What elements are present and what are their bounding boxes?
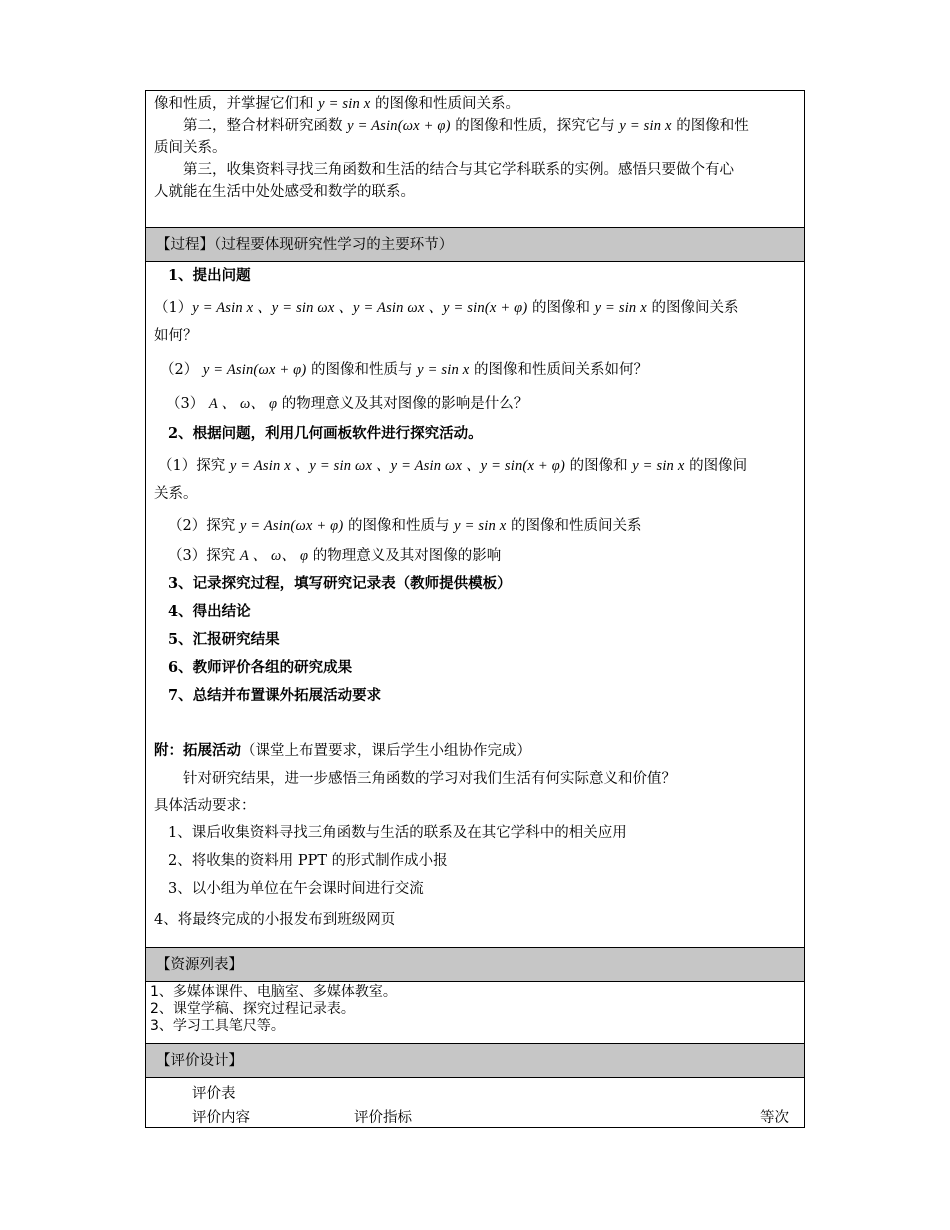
question-1 bbox=[154, 294, 798, 322]
step-4: 4、得出结论 bbox=[168, 603, 251, 620]
math-formula: y = sin x bbox=[594, 300, 647, 316]
goals-line-5 bbox=[154, 181, 798, 203]
math-formula: y = sin x bbox=[632, 458, 685, 474]
evaluation-header bbox=[145, 1043, 805, 1077]
text: 的图像和性质间关系 bbox=[506, 518, 642, 534]
explore-2 bbox=[154, 512, 798, 540]
requirement-1: 1、课后收集资料寻找三角函数与生活的联系及在其它学科中的相关应用 bbox=[168, 825, 627, 841]
goals-line-2 bbox=[154, 115, 798, 137]
resources-header bbox=[145, 947, 805, 981]
text: 的物理意义及其对图像的影响是什么？ bbox=[277, 396, 529, 412]
math-formula: y = Asin(ωx + φ) bbox=[202, 362, 307, 378]
section-title: 【资源列表】 bbox=[156, 957, 243, 973]
math-formula: y = Asin x 、y = sin ωx 、y = Asin ωx 、y = sin(x + φ) bbox=[229, 458, 565, 474]
goals-line-3 bbox=[154, 137, 798, 159]
text: 人就能在生活中处处感受和数学的联系。 bbox=[154, 184, 415, 200]
question-2 bbox=[154, 356, 798, 384]
requirement-2: 2、将收集的资料用 PPT 的形式制作成小报 bbox=[168, 853, 448, 869]
text: 第三，收集资料寻找三角函数和生活的结合与其它学科联系的实例。感悟只要做个有心 bbox=[154, 162, 734, 178]
goals-line-1 bbox=[154, 93, 798, 115]
text: （1） bbox=[154, 300, 193, 316]
resource-item: 3、学习工具笔尺等。 bbox=[150, 1018, 285, 1034]
evaluation-table-title: 评价表 bbox=[192, 1086, 236, 1102]
step-7: 7、总结并布置课外拓展活动要求 bbox=[168, 687, 382, 704]
step-3: 3、记录探究过程，填写研究记录表（教师提供模板） bbox=[168, 575, 512, 592]
explore-3 bbox=[154, 542, 798, 570]
goals-section bbox=[145, 90, 805, 227]
text: （2） bbox=[160, 362, 203, 378]
step-2-title: 2、根据问题，利用几何画板软件进行探究活动。 bbox=[168, 425, 483, 442]
question-3 bbox=[154, 390, 798, 418]
requirements-title: 具体活动要求： bbox=[154, 798, 256, 814]
text: 的图像和性质间关系。 bbox=[370, 96, 520, 112]
math-formula: y = Asin x 、y = sin ωx 、y = Asin ωx 、y = sin(x + φ) bbox=[192, 300, 528, 316]
evaluation-col-criteria: 评价指标 bbox=[354, 1110, 412, 1126]
step-1-title: 1、提出问题 bbox=[168, 267, 251, 284]
text: （3）探究 bbox=[168, 548, 240, 564]
lesson-plan-table bbox=[145, 90, 805, 1128]
math-formula: y = sin x bbox=[619, 118, 672, 134]
text: 的图像间 bbox=[684, 458, 748, 474]
step-6: 6、教师评价各组的研究成果 bbox=[168, 659, 353, 676]
text: （1）探究 bbox=[158, 458, 230, 474]
section-title: 【过程】 bbox=[156, 237, 214, 253]
explore-1-cont: 关系。 bbox=[154, 486, 198, 502]
explore-1 bbox=[154, 452, 798, 480]
math-formula: y = sin x bbox=[318, 96, 371, 112]
requirement-4: 4、将最终完成的小报发布到班级网页 bbox=[154, 912, 396, 928]
goals-line-4 bbox=[154, 159, 798, 181]
requirement-3: 3、以小组为单位在午会课时间进行交流 bbox=[168, 881, 424, 897]
text: 的图像和性质与 bbox=[343, 518, 455, 534]
text: 像和性质，并掌握它们和 bbox=[154, 96, 319, 112]
text: 的图像和 bbox=[564, 458, 633, 474]
process-section bbox=[145, 261, 805, 947]
process-header bbox=[145, 227, 805, 261]
evaluation-col-grade: 等次 bbox=[760, 1110, 789, 1126]
math-formula: y = Asin(ωx + φ) bbox=[239, 518, 344, 534]
section-subtitle: （过程要体现研究性学习的主要环节） bbox=[214, 237, 454, 253]
text: 的图像间关系 bbox=[646, 300, 739, 316]
text: （2）探究 bbox=[168, 518, 240, 534]
text: 质间关系。 bbox=[154, 140, 227, 156]
step-5: 5、汇报研究结果 bbox=[168, 631, 280, 648]
extension-question: 针对研究结果，进一步感悟三角函数的学习对我们生活有何实际意义和价值？ bbox=[154, 771, 676, 787]
text: 的物理意义及其对图像的影响 bbox=[308, 548, 502, 564]
text: 第二，整合材料研究函数 bbox=[154, 118, 348, 134]
math-formula: y = sin x bbox=[417, 362, 470, 378]
math-formula: y = sin x bbox=[454, 518, 507, 534]
text: 的图像和 bbox=[527, 300, 595, 316]
resources-section bbox=[145, 981, 805, 1043]
math-formula: A 、 ω、 φ bbox=[208, 396, 278, 412]
text: 的图像和性质，探究它与 bbox=[450, 118, 620, 134]
math-formula: A 、 ω、 φ bbox=[239, 548, 309, 564]
text: 的图像和性 bbox=[671, 118, 749, 134]
resource-item: 2、课堂学稿、探究过程记录表。 bbox=[150, 1001, 355, 1017]
text: 附：拓展活动 bbox=[154, 742, 241, 759]
evaluation-section bbox=[145, 1077, 805, 1128]
text: 的图像和性质间关系如何？ bbox=[469, 362, 649, 378]
extension-title bbox=[154, 737, 798, 765]
question-1-cont: 如何？ bbox=[154, 328, 198, 344]
text: （课堂上布置要求，课后学生小组协作完成） bbox=[241, 743, 531, 759]
evaluation-col-content: 评价内容 bbox=[192, 1110, 250, 1126]
section-title: 【评价设计】 bbox=[156, 1053, 243, 1069]
text: （3） bbox=[166, 396, 209, 412]
math-formula: y = Asin(ωx + φ) bbox=[347, 118, 451, 134]
text: 的图像和性质与 bbox=[306, 362, 418, 378]
resource-item: 1、多媒体课件、电脑室、多媒体教室。 bbox=[150, 984, 397, 1000]
